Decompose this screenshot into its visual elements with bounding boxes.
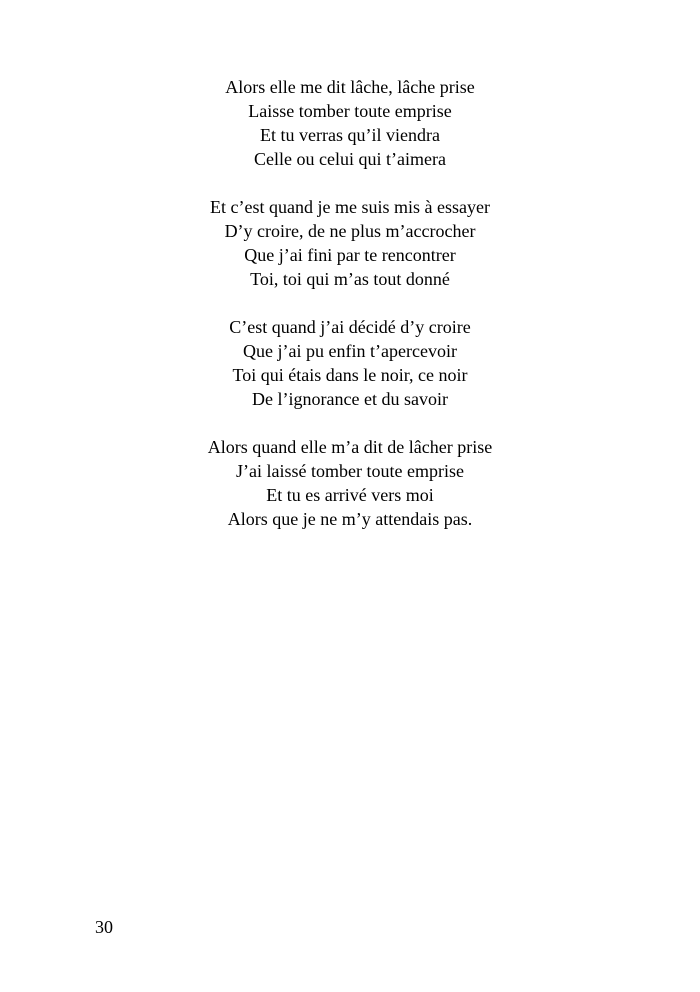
- poem-line: Toi, toi qui m’as tout donné: [250, 269, 450, 289]
- poem-line: Que j’ai fini par te rencontrer: [244, 245, 456, 265]
- poem-line: Que j’ai pu enfin t’apercevoir: [243, 341, 457, 361]
- poem-line: De l’ignorance et du savoir: [252, 389, 448, 409]
- poem-line: Alors que je ne m’y attendais pas.: [227, 509, 473, 529]
- poem: [0, 75, 700, 555]
- poem-line: Alors elle me dit lâche, lâche prise: [225, 77, 475, 97]
- stanza: [0, 315, 700, 411]
- poem-line: C’est quand j’ai décidé d’y croire: [229, 317, 471, 337]
- stanza: [0, 435, 700, 531]
- poem-line: Et tu es arrivé vers moi: [266, 485, 434, 505]
- poem-line: D’y croire, de ne plus m’accrocher: [224, 221, 476, 241]
- poem-line: Celle ou celui qui t’aimera: [254, 149, 446, 169]
- stanza: [0, 195, 700, 291]
- stanza: [0, 75, 700, 171]
- poem-line: Et tu verras qu’il viendra: [260, 125, 440, 145]
- poem-line: Alors quand elle m’a dit de lâcher prise: [207, 437, 493, 457]
- poem-line: J’ai laissé tomber toute emprise: [236, 461, 464, 481]
- poem-line: Laisse tomber toute emprise: [248, 101, 452, 121]
- poem-line: Et c’est quand je me suis mis à essayer: [210, 197, 490, 217]
- page-number: 30: [95, 917, 113, 937]
- poem-line: Toi qui étais dans le noir, ce noir: [232, 365, 468, 385]
